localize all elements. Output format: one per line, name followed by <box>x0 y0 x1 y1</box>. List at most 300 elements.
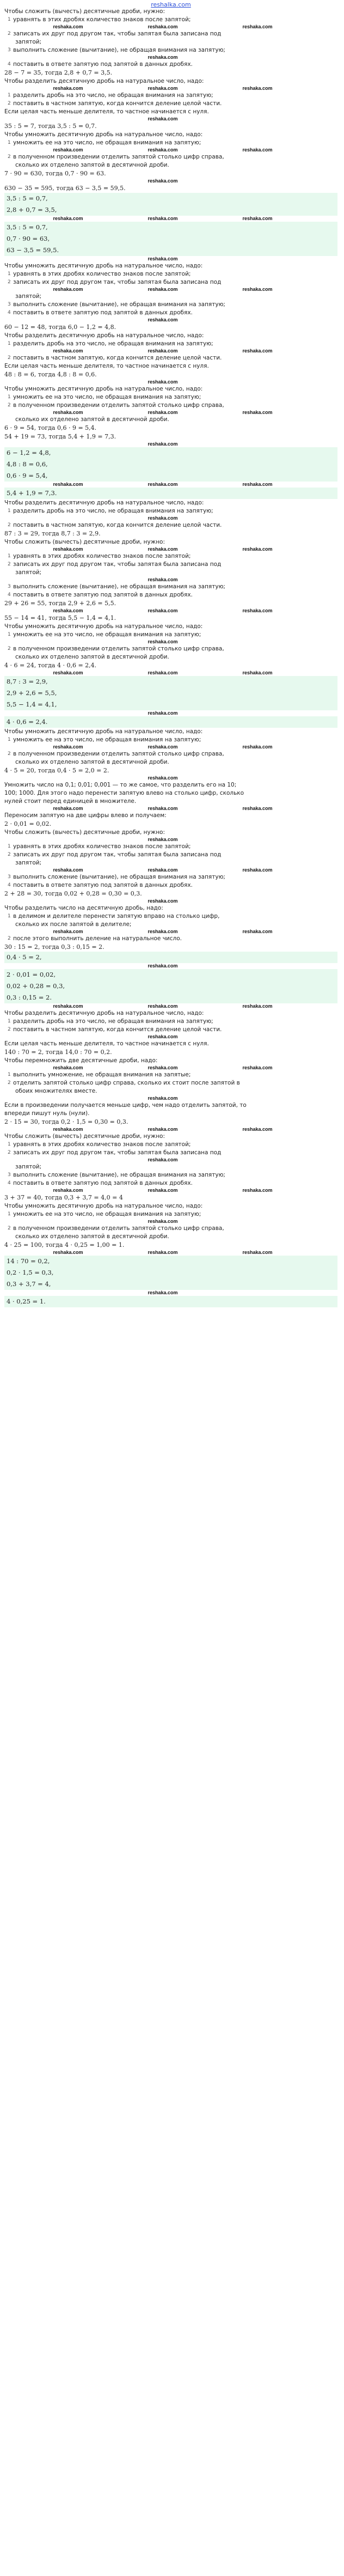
watermark-text: reshaka.com <box>53 86 83 91</box>
step-number: 4 <box>8 310 11 315</box>
step-number: 2 <box>8 1150 11 1155</box>
calculation-line <box>4 820 337 829</box>
rule-text: Переносим запятую на две цифры влево и получаем: <box>4 812 167 819</box>
rule-step <box>4 1171 337 1179</box>
watermark-text: reshaka.com <box>53 744 83 750</box>
watermark-text: reshaka.com <box>242 546 273 552</box>
answer-text: 8,7 : 3 = 2,9, <box>7 678 48 685</box>
watermark-text: reshaka.com <box>53 929 83 934</box>
calculation-line <box>4 1048 337 1057</box>
watermark-text: reshaka.com <box>53 287 83 292</box>
answer-line <box>4 969 337 981</box>
step-number: 2 <box>8 522 11 528</box>
calculation-line <box>4 433 337 441</box>
watermark-text: reshaka.com <box>148 1095 178 1101</box>
answer-line <box>4 992 337 1003</box>
watermark-row <box>4 86 337 92</box>
calculation-line <box>4 1193 337 1202</box>
watermark-row <box>4 577 337 583</box>
step-number: 2 <box>8 403 11 408</box>
calculation-line <box>4 943 337 952</box>
step-text: поставить в ответе запятую под запятой в данных дробях. <box>13 592 193 598</box>
step-text: выполнить умножение, не обращая внимания на запятые; <box>13 1071 191 1078</box>
step-number: 4 <box>8 592 11 598</box>
watermark-text: reshaka.com <box>148 577 178 582</box>
rule-step <box>4 92 337 100</box>
step-text: разделить дробь на это число, не обращая внимания на запятую; <box>13 1018 213 1025</box>
watermark-row <box>4 1187 337 1193</box>
watermark-row <box>4 1157 337 1163</box>
rule-step <box>4 153 337 161</box>
step-number: 2 <box>8 101 11 106</box>
watermark-text: reshaka.com <box>148 482 178 487</box>
watermark-text: reshaka.com <box>53 147 83 153</box>
watermark-row <box>4 515 337 521</box>
step-text: разделить дробь на это число, не обращая внимания на запятую; <box>13 508 213 514</box>
answer-text: 2 · 0,01 = 0,02, <box>7 971 56 978</box>
rule-step <box>4 521 337 529</box>
answer-text: 4 · 0,25 = 1. <box>7 1298 46 1305</box>
step-number: 4 <box>8 62 11 67</box>
rule-step <box>4 16 337 24</box>
watermark-text: reshaka.com <box>53 1065 83 1070</box>
watermark-row <box>4 287 337 293</box>
watermark-text: reshaka.com <box>242 147 273 153</box>
calculation-text: 35 : 5 = 7, тогда 3,5 : 5 = 0,7. <box>4 123 97 130</box>
watermark-text: reshaka.com <box>148 348 178 354</box>
calculation-text: 48 : 8 = 6, тогда 4,8 : 8 = 0,6. <box>4 371 97 378</box>
watermark-row <box>4 1290 337 1296</box>
answer-line <box>4 952 337 963</box>
rule-step <box>4 843 337 851</box>
step-text: записать их друг под другом так, чтобы запятая была записана под <box>13 851 222 858</box>
calculation-line <box>4 370 337 379</box>
answer-line <box>4 981 337 992</box>
step-number: 1 <box>8 914 11 919</box>
rule-text: Если целая часть меньше делителя, то частное начинается с нуля. <box>4 1040 209 1047</box>
rule-step <box>4 1026 337 1034</box>
answer-line <box>4 1267 337 1278</box>
calculation-line <box>4 69 337 77</box>
watermark-text: reshaka.com <box>53 482 83 487</box>
calculation-text: 29 + 26 = 55, тогда 2,9 + 2,6 = 5,5. <box>4 600 116 607</box>
step-text: поставить в частном запятую, когда кончится деление целой части. <box>13 522 222 528</box>
watermark-row <box>4 963 337 969</box>
step-text: уравнять в этих дробях количество знаков после запятой; <box>13 843 191 850</box>
rule-text: Умножить число на 0,1; 0,01; 0,001 — то же самое, что разделить его на 10; <box>4 782 237 788</box>
answer-line <box>4 233 337 245</box>
step-text: разделить дробь на это число, не обращая внимания на запятую; <box>13 340 213 347</box>
calculation-text: 28 − 7 = 35, тогда 2,8 + 0,7 = 3,5. <box>4 69 113 76</box>
watermark-text: reshaka.com <box>148 1065 178 1070</box>
step-text: умножить ее на это число, не обращая внимания на запятую; <box>13 139 201 146</box>
watermark-text: reshaka.com <box>242 1187 273 1193</box>
calculation-line <box>4 169 337 178</box>
step-text: записать их друг под другом так, чтобы запятая была записана под <box>13 561 222 568</box>
step-text: выполнить сложение (вычитание), не обращая внимания на запятую; <box>13 583 225 590</box>
rule-step <box>4 631 337 639</box>
rule-text: Чтобы умножить десятичную дробь на натуральное число, надо: <box>4 386 203 392</box>
calculation-line <box>4 529 337 538</box>
watermark-text: reshaka.com <box>148 710 178 716</box>
rule-step <box>4 354 337 362</box>
calculation-line <box>4 599 337 608</box>
step-text: в полученном произведении отделить запятой столько цифр справа, <box>13 751 224 757</box>
answer-text: 4 · 0,6 = 2,4. <box>7 718 48 726</box>
rule-step <box>4 60 337 69</box>
rule-step <box>4 30 337 38</box>
step-continuation: сколько их отделено запятой в десятичной дроби. <box>15 416 169 423</box>
rule-step <box>4 1141 337 1149</box>
step-number: 2 <box>8 562 11 567</box>
step-number: 2 <box>8 1080 11 1086</box>
rule-step <box>4 561 337 569</box>
answer-text: 0,3 + 3,7 = 4, <box>7 1280 51 1288</box>
rule-text: Чтобы разделить десятичную дробь на натуральное число, надо: <box>4 78 204 84</box>
watermark-row <box>4 929 337 935</box>
watermark-text: reshaka.com <box>148 24 178 29</box>
step-number: 1 <box>8 1211 11 1217</box>
step-number: 2 <box>8 646 11 651</box>
rule-step <box>4 1225 337 1233</box>
watermark-text: reshaka.com <box>148 744 178 750</box>
watermark-row <box>4 256 337 262</box>
calculation-text: 6 · 9 = 54, тогда 0,6 · 9 = 5,4. <box>4 424 97 431</box>
rule-step <box>4 100 337 108</box>
rule-text: Если целая часть меньше делителя, то частное начинается с нуля. <box>4 363 209 369</box>
step-text: поставить в ответе запятую под запятой в данных дробях. <box>13 1180 193 1186</box>
rule-step <box>4 912 337 921</box>
step-text: выполнить сложение (вычитание), не обращая внимания на запятую; <box>13 47 225 53</box>
rule-text: Если в произведении получается меньше цифр, чем надо отделить запятой, то <box>4 1102 247 1109</box>
watermark-text: reshaka.com <box>53 867 83 873</box>
calculation-text: 140 : 70 = 2, тогда 14,0 : 70 = 0,2. <box>4 1049 112 1056</box>
step-text: разделить дробь на это число, не обращая внимания на запятую; <box>13 92 213 99</box>
calculation-text: 87 : 3 = 29, тогда 8,7 : 3 = 2,9. <box>4 530 101 537</box>
step-number: 1 <box>8 140 11 145</box>
step-number: 2 <box>8 31 11 36</box>
step-continuation: запятой; <box>15 1164 42 1170</box>
watermark-row <box>4 1065 337 1071</box>
watermark-text: reshaka.com <box>242 216 273 221</box>
answer-text: 63 − 3,5 = 59,5. <box>7 246 59 254</box>
step-number: 1 <box>8 341 11 346</box>
rule-step <box>4 1210 337 1219</box>
watermark-text: reshaka.com <box>242 86 273 91</box>
watermark-text: reshaka.com <box>242 24 273 29</box>
step-number: 3 <box>8 302 11 307</box>
watermark-text: reshaka.com <box>242 806 273 811</box>
step-continuation: обоих множителях вместе. <box>15 1088 97 1094</box>
watermark-text: reshaka.com <box>242 1003 273 1009</box>
step-number: 1 <box>8 632 11 637</box>
watermark-text: reshaka.com <box>148 1250 178 1255</box>
watermark-text: reshaka.com <box>148 1034 178 1039</box>
watermark-text: reshaka.com <box>242 1126 273 1132</box>
watermark-text: reshaka.com <box>148 1187 178 1193</box>
step-number: 1 <box>8 844 11 849</box>
step-number: 1 <box>8 93 11 98</box>
rule-text: Чтобы перемножить две десятичные дроби, надо: <box>4 1057 158 1064</box>
answer-line <box>4 1296 337 1307</box>
step-number: 1 <box>8 271 11 277</box>
step-continuation: запятой; <box>15 293 42 300</box>
step-text: уравнять в этих дробях количество знаков после запятой; <box>13 553 191 559</box>
step-number: 2 <box>8 936 11 941</box>
watermark-text: reshaka.com <box>148 1157 178 1162</box>
step-text: умножить ее на это число, не обращая внимания на запятую; <box>13 1211 201 1217</box>
step-number: 2 <box>8 751 11 757</box>
answer-line <box>4 204 337 216</box>
step-text: в полученном произведении отделить запятой столько цифр справа, <box>13 645 224 652</box>
watermark-text: reshaka.com <box>242 410 273 415</box>
calculation-text: 55 − 14 = 41, тогда 5,5 − 1,4 = 4,1. <box>4 614 116 622</box>
calculation-text: 2 · 0,01 = 0,02. <box>4 820 52 827</box>
calculation-line <box>4 890 337 898</box>
answer-text: 2,9 + 2,6 = 5,5, <box>7 689 57 697</box>
rule-step <box>4 340 337 348</box>
rule-step <box>4 301 337 309</box>
rule-step <box>4 873 337 881</box>
step-text: поставить в частном запятую, когда кончится деление целой части. <box>13 355 222 361</box>
watermark-row <box>4 410 337 416</box>
step-number: 4 <box>8 1180 11 1186</box>
answer-line <box>4 447 337 459</box>
step-number: 1 <box>8 1142 11 1147</box>
rule-text: Чтобы умножить десятичную дробь на натуральное число, надо: <box>4 131 203 138</box>
rule-text: Чтобы умножить десятичную дробь на натуральное число, надо: <box>4 1203 203 1209</box>
watermark-text: reshaka.com <box>148 441 178 447</box>
watermark-text: reshaka.com <box>148 317 178 322</box>
watermark-row <box>4 1003 337 1009</box>
watermark-row <box>4 116 337 122</box>
calculation-line <box>4 1118 337 1126</box>
answer-text: 0,02 + 0,28 = 0,3, <box>7 982 65 990</box>
rule-step <box>4 750 337 758</box>
answer-text: 5,4 + 1,9 = 7,3. <box>7 489 57 497</box>
watermark-text: reshaka.com <box>148 116 178 121</box>
rule-step <box>4 583 337 591</box>
step-number: 2 <box>8 852 11 857</box>
answer-text: 5,5 − 1,4 = 4,1, <box>7 701 57 708</box>
step-text: умножить ее на это число, не обращая внимания на запятую; <box>13 394 201 400</box>
watermark-text: reshaka.com <box>148 1003 178 1009</box>
watermark-row <box>4 608 337 614</box>
watermark-text: reshaka.com <box>148 837 178 842</box>
calculation-text: 2 + 28 = 30, тогда 0,02 + 0,28 = 0,30 = 0,3. <box>4 890 142 897</box>
rule-text: Чтобы сложить (вычесть) десятичные дроби, нужно: <box>4 829 165 836</box>
step-text: уравнять в этих дробях количество знаков после запятой; <box>13 271 191 277</box>
calculation-text: 60 − 12 = 48, тогда 6,0 − 1,2 = 4,8. <box>4 324 116 331</box>
watermark-text: reshaka.com <box>242 348 273 354</box>
answer-text: 2,8 + 0,7 = 3,5, <box>7 206 57 214</box>
step-number: 1 <box>8 394 11 400</box>
watermark-text: reshaka.com <box>242 482 273 487</box>
watermark-row <box>4 317 337 323</box>
watermark-text: reshaka.com <box>148 1126 178 1132</box>
rule-text: Чтобы разделить число на десятичную дробь, надо: <box>4 905 163 911</box>
answer-text: 0,6 · 9 = 5,4, <box>7 472 48 479</box>
watermark-row <box>4 806 337 812</box>
watermark-text: reshaka.com <box>148 216 178 221</box>
answer-text: 0,4 · 5 = 2, <box>7 953 42 961</box>
step-text: записать их друг под другом так, чтобы запятая была записана под <box>13 1149 222 1156</box>
watermark-text: reshaka.com <box>53 1003 83 1009</box>
step-continuation: сколько их отделено запятой в десятичной дроби. <box>15 1233 169 1240</box>
watermark-text: reshaka.com <box>53 1126 83 1132</box>
step-number: 2 <box>8 1027 11 1032</box>
solution-content <box>4 8 337 1307</box>
rule-text: Чтобы разделить десятичную дробь на натуральное число, надо: <box>4 500 204 506</box>
calculation-text: 4 · 5 = 20, тогда 0,4 · 5 = 2,0 = 2. <box>4 767 109 774</box>
watermark-row <box>4 1126 337 1132</box>
watermark-text: reshaka.com <box>53 1250 83 1255</box>
step-number: 2 <box>8 279 11 285</box>
watermark-text: reshaka.com <box>242 867 273 873</box>
step-number: 1 <box>8 508 11 514</box>
site-header <box>4 0 337 8</box>
rule-text: Если целая часть меньше делителя, то частное начинается с нуля. <box>4 108 209 115</box>
rule-step <box>4 736 337 744</box>
calculation-line <box>4 323 337 332</box>
watermark-text: reshaka.com <box>148 806 178 811</box>
rule-text: Чтобы разделить десятичную дробь на натуральное число, надо: <box>4 332 204 339</box>
watermark-row <box>4 348 337 354</box>
watermark-row <box>4 867 337 873</box>
watermark-row <box>4 546 337 552</box>
answer-line <box>4 687 337 699</box>
step-text: уравнять в этих дробях количество знаков после запятой; <box>13 16 191 23</box>
step-number: 2 <box>8 154 11 160</box>
answer-line <box>4 699 337 710</box>
watermark-text: reshaka.com <box>148 670 178 675</box>
watermark-text: reshaka.com <box>53 670 83 675</box>
rule-step <box>4 270 337 278</box>
site-link[interactable]: reshalka.com <box>151 1 191 8</box>
rule-step <box>4 507 337 515</box>
answer-line <box>4 459 337 470</box>
step-text: выполнить сложение (вычитание), не обращая внимания на запятую; <box>13 874 225 880</box>
rule-step <box>4 1179 337 1187</box>
watermark-row <box>4 639 337 645</box>
watermark-text: reshaka.com <box>148 256 178 261</box>
step-text: поставить в ответе запятую под запятой в данных дробях. <box>13 882 193 888</box>
rule-text: Чтобы сложить (вычесть) десятичные дроби, нужно: <box>4 8 165 15</box>
watermark-row <box>4 379 337 385</box>
step-text: поставить в ответе запятую под запятой в данных дробях. <box>13 61 193 68</box>
step-continuation: сколько их отделено запятой в десятичной дроби. <box>15 654 169 660</box>
calculation-text: 7 · 90 = 630, тогда 0,7 · 90 = 63. <box>4 170 106 177</box>
rule-text: нулей стоит перед единицей в множителе. <box>4 798 137 805</box>
step-continuation: сколько их отделено запятой в десятичной дроби. <box>15 162 169 168</box>
watermark-text: reshaka.com <box>148 867 178 873</box>
rule-step <box>4 401 337 410</box>
watermark-text: reshaka.com <box>242 287 273 292</box>
watermark-text: reshaka.com <box>148 898 178 904</box>
answer-line <box>4 470 337 482</box>
watermark-row <box>4 1219 337 1225</box>
answer-text: 4,8 : 8 = 0,6, <box>7 460 48 468</box>
rule-text: 100; 1000. Для этого надо перенести запятую влево на столько цифр, сколько <box>4 790 244 796</box>
watermark-text: reshaka.com <box>148 1219 178 1224</box>
rule-text: впереди пишут нуль (нули). <box>4 1110 90 1117</box>
watermark-row <box>4 1095 337 1101</box>
step-continuation: запятой; <box>15 569 42 576</box>
step-text: после этого выполнить деление на натуральное число. <box>13 935 182 942</box>
rule-step <box>4 1149 337 1157</box>
step-number: 1 <box>8 17 11 22</box>
rule-text: Чтобы умножить десятичную дробь на натуральное число, надо: <box>4 623 203 630</box>
rule-text: Чтобы сложить (вычесть) десятичные дроби, нужно: <box>4 539 165 545</box>
step-number: 2 <box>8 1226 11 1231</box>
watermark-row <box>4 441 337 447</box>
step-number: 3 <box>8 1172 11 1178</box>
calculation-text: 3 + 37 = 40, тогда 0,3 + 3,7 = 4,0 = 4 <box>4 1194 123 1201</box>
rule-step <box>4 1079 337 1087</box>
rule-step <box>4 851 337 859</box>
step-text: записать их друг под другом так, чтобы запятая была записана под <box>13 279 222 285</box>
watermark-text: reshaka.com <box>148 515 178 521</box>
step-text: в полученном произведении отделить запятой столько цифр справа, <box>13 154 224 160</box>
answer-line <box>4 222 337 233</box>
watermark-text: reshaka.com <box>148 608 178 613</box>
watermark-text: reshaka.com <box>53 1187 83 1193</box>
rule-step <box>4 309 337 317</box>
rule-step <box>4 139 337 147</box>
step-text: выполнить сложение (вычитание), не обращая внимания на запятую; <box>13 1172 225 1178</box>
rule-step <box>4 591 337 599</box>
answer-text: 0,2 · 1,5 = 0,3, <box>7 1269 54 1276</box>
calculation-text: 4 · 25 = 100, тогда 4 · 0,25 = 1,00 = 1. <box>4 1241 125 1249</box>
rule-text: Чтобы умножить десятичную дробь на натуральное число, надо: <box>4 263 203 269</box>
watermark-row <box>4 216 337 222</box>
watermark-row <box>4 670 337 676</box>
calculation-line <box>4 661 337 670</box>
step-text: поставить в частном запятую, когда кончится деление целой части. <box>13 1026 222 1033</box>
rule-step <box>4 645 337 653</box>
watermark-text: reshaka.com <box>148 639 178 644</box>
watermark-row <box>4 178 337 184</box>
watermark-text: reshaka.com <box>242 608 273 613</box>
watermark-text: reshaka.com <box>53 348 83 354</box>
watermark-text: reshaka.com <box>53 608 83 613</box>
rule-step <box>4 278 337 287</box>
watermark-text: reshaka.com <box>242 929 273 934</box>
watermark-text: reshaka.com <box>242 744 273 750</box>
step-number: 3 <box>8 874 11 880</box>
answer-text: 14 : 70 = 0,2, <box>7 1257 50 1265</box>
watermark-text: reshaka.com <box>148 287 178 292</box>
calculation-line <box>4 614 337 623</box>
watermark-text: reshaka.com <box>148 546 178 552</box>
step-continuation: сколько их после запятой в делителе; <box>15 921 132 928</box>
step-continuation: запятой; <box>15 39 42 45</box>
step-text: в делимом и делителе перенести запятую вправо на столько цифр, <box>13 913 220 919</box>
answer-line <box>4 676 337 687</box>
rule-text: Чтобы сложить (вычесть) десятичные дроби, нужно: <box>4 1133 165 1140</box>
step-text: поставить в частном запятую, когда кончится деление целой части. <box>13 100 222 107</box>
step-number: 2 <box>8 355 11 361</box>
watermark-text: reshaka.com <box>148 178 178 184</box>
watermark-text: reshaka.com <box>53 216 83 221</box>
step-number: 1 <box>8 737 11 742</box>
answer-line <box>4 1256 337 1267</box>
watermark-text: reshaka.com <box>242 670 273 675</box>
watermark-text: reshaka.com <box>148 775 178 781</box>
step-number: 1 <box>8 1019 11 1024</box>
step-continuation: запятой; <box>15 860 42 866</box>
answer-text: 3,5 : 5 = 0,7, <box>7 194 48 202</box>
